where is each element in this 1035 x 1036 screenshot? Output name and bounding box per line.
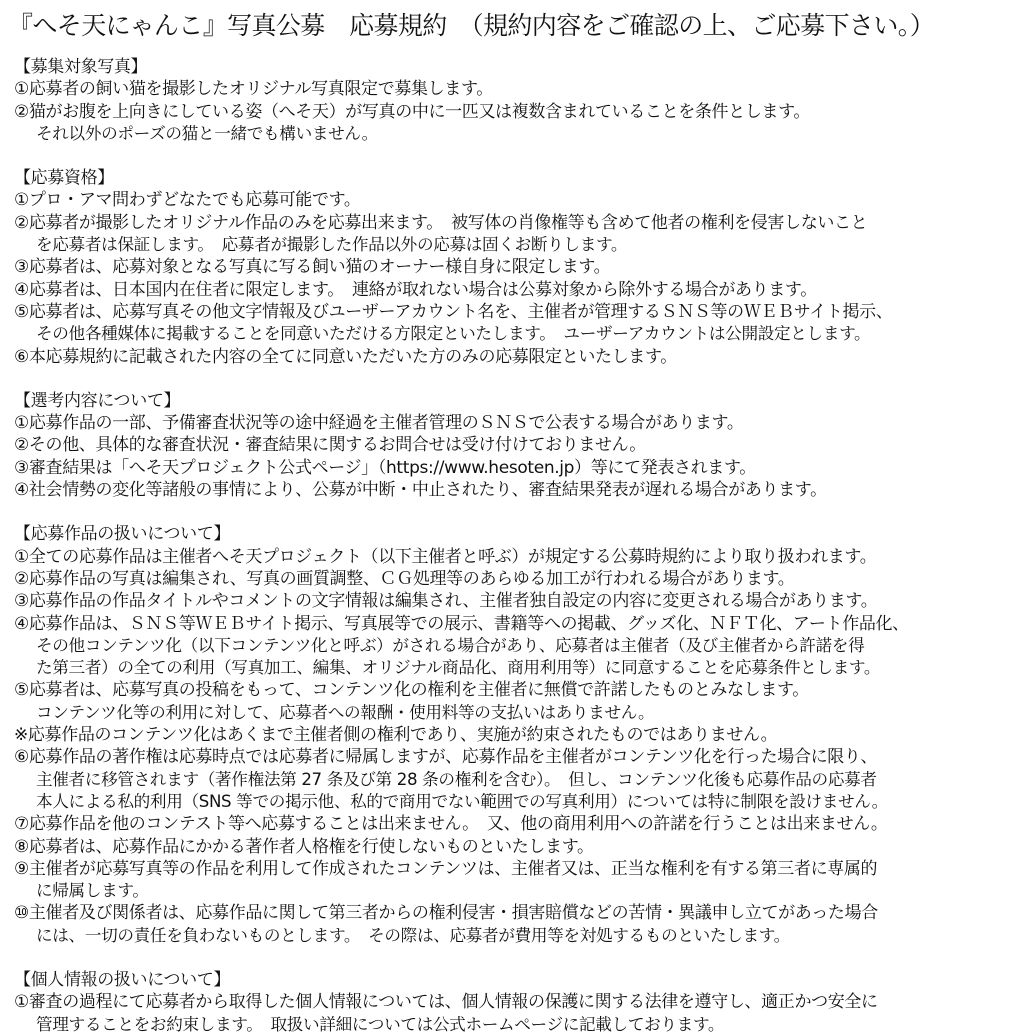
clause-line: ⑥応募作品の著作権は応募時点では応募者に帰属しますが、応募作品を主催者がコンテンツ化を行った場合に限り、 <box>14 747 878 768</box>
clause-line: ②猫がお腹を上向きにしている姿（へそ天）が写真の中に一匹又は複数含まれていることを条件とします。 <box>14 101 811 122</box>
clause-continuation: その他各種媒体に掲載することを同意いただける方限定といたします。 ユーザーアカウントは公開設定とします。 <box>36 324 871 344</box>
clause-line: ③応募者は、応募対象となる写真に写る飼い猫のオーナー様自身に限定します。 <box>14 257 611 278</box>
clause-continuation: に帰属します。 <box>36 881 149 901</box>
clause-line: ⑦応募作品を他のコンテスト等へ応募することは出来ません。 又、他の商用利用への許諾を行うことは出来ません。 <box>14 814 888 835</box>
clause-continuation: には、一切の責任を負わないものとします。 その際は、応募者が費用等を対処するものといたします。 <box>36 925 790 945</box>
clause-line: ⑤応募者は、応募写真の投稿をもって、コンテンツ化の権利を主催者に無償で許諾したものとみなします。 <box>14 680 809 701</box>
section-heading: 【応募作品の扱いについて】 <box>14 524 231 545</box>
clause-continuation: コンテンツ化等の利用に対して、応募者への報酬・使用料等の支払いはありません。 <box>36 702 655 722</box>
clause-continuation: それ以外のポーズの猫と一緒でも構いません。 <box>36 123 378 143</box>
sections-container <box>14 56 1029 1036</box>
clause-line: ①応募者の飼い猫を撮影したオリジナル写真限定で募集します。 <box>14 79 493 100</box>
clause-line: ①プロ・アマ問わずどなたでも応募可能です。 <box>14 190 361 211</box>
clause-line: ④社会情勢の変化等諸般の事情により、公募が中断・中止されたり、審査結果発表が遅れる場合があります。 <box>14 480 827 501</box>
clause-line: ③応募作品の作品タイトルやコメントの文字情報は編集され、主催者独自設定の内容に変更される場合があります。 <box>14 591 878 612</box>
clause-continuation: た第三者）の全ての利用（写真加工、編集、オリジナル商品化、商用利用等）に同意することを応募条件とします。 <box>36 658 881 678</box>
section-heading: 【選考内容について】 <box>14 390 181 411</box>
clause-line: ④応募者は、日本国内在住者に限定します。 連絡が取れない場合は公募対象から除外する場合があります。 <box>14 279 817 300</box>
clause-line: ①応募作品の一部、予備審査状況等の途中経過を主催者管理のＳＮＳで公表する場合があります。 <box>14 413 744 434</box>
section-heading: 【個人情報の扱いについて】 <box>14 969 231 990</box>
section-heading: 【応募資格】 <box>14 168 114 189</box>
clause-continuation: 主催者に移管されます（著作権法第 27 条及び第 28 条の権利を含む）。 但し、コンテンツ化後も応募作品の応募者 <box>36 769 877 789</box>
clause-line: ⑩主催者及び関係者は、応募作品に関して第三者からの権利侵害・損害賠償などの苦情・異議申し立てがあった場合 <box>14 903 878 924</box>
clause-line: ⑧応募者は、応募作品にかかる著作者人格権を行使しないものといたします。 <box>14 836 594 857</box>
clause-continuation: を応募者は保証します。 応募者が撮影した作品以外の応募は固くお断りします。 <box>36 235 628 255</box>
clause-line: ②その他、具体的な審査状況・審査結果に関するお問合せは受け付けておりません。 <box>14 435 646 456</box>
clause-line: ※応募作品のコンテンツ化はあくまで主催者側の権利であり、実施が約束されたものではありません。 <box>14 725 778 746</box>
clause-line: ①全ての応募作品は主催者へそ天プロジェクト（以下主催者と呼ぶ）が規定する公募時規約により取り扱われます。 <box>14 546 877 567</box>
clause-line: ①審査の過程にて応募者から取得した個人情報については、個人情報の保護に関する法律を遵守し、適正かつ安全に <box>14 992 878 1013</box>
section <box>14 167 1029 368</box>
section <box>14 390 1029 501</box>
clause-line: ⑨主催者が応募写真等の作品を利用して作成されたコンテンツは、主催者又は、正当な権利を有する第三者に専属的 <box>14 858 878 879</box>
section <box>14 56 1029 145</box>
clause-continuation: その他コンテンツ化（以下コンテンツ化と呼ぶ）がされる場合があり、応募者は主催者（及び主催者から許諾を得 <box>36 635 865 655</box>
clause-line: ⑥本応募規約に記載された内容の全てに同意いただいた方のみの応募限定といたします。 <box>14 346 677 367</box>
clause-line: ②応募作品の写真は編集され、写真の画質調整、ＣＧ処理等のあらゆる加工が行われる場合があります。 <box>14 568 795 589</box>
page-title: 『へそ天にゃんこ』写真公募 応募規約 （規約内容をご確認の上、ご応募下さい。） <box>8 11 935 40</box>
clause-line: ⑤応募者は、応募写真その他文字情報及びユーザーアカウント名を、主催者が管理するＳＮＳ等のＷＥＢサイト掲示、 <box>14 301 893 322</box>
section <box>14 523 1029 947</box>
clause-continuation: 管理することをお約束します。 取扱い詳細については公式ホームページに記載しております。 <box>36 1014 725 1034</box>
clause-line: ③審査結果は「へそ天プロジェクト公式ページ」（https://www.hesoten.jp）等にて発表されます。 <box>14 457 756 478</box>
clause-line: ②応募者が撮影したオリジナル作品のみを応募出来ます。 被写体の肖像権等も含めて他者の権利を侵害しないこと <box>14 212 868 233</box>
section <box>14 969 1029 1036</box>
clause-line: ④応募作品は、ＳＮＳ等ＷＥＢサイト掲示、写真展等での展示、書籍等への掲載、グッズ化、ＮＦＴ化、アート作品化、 <box>14 613 909 634</box>
section-heading: 【募集対象写真】 <box>14 57 148 77</box>
clause-continuation: 本人による私的利用（SNS 等での掲示他、私的で商用でない範囲での写真利用）については特に制限を設けません。 <box>36 791 888 811</box>
